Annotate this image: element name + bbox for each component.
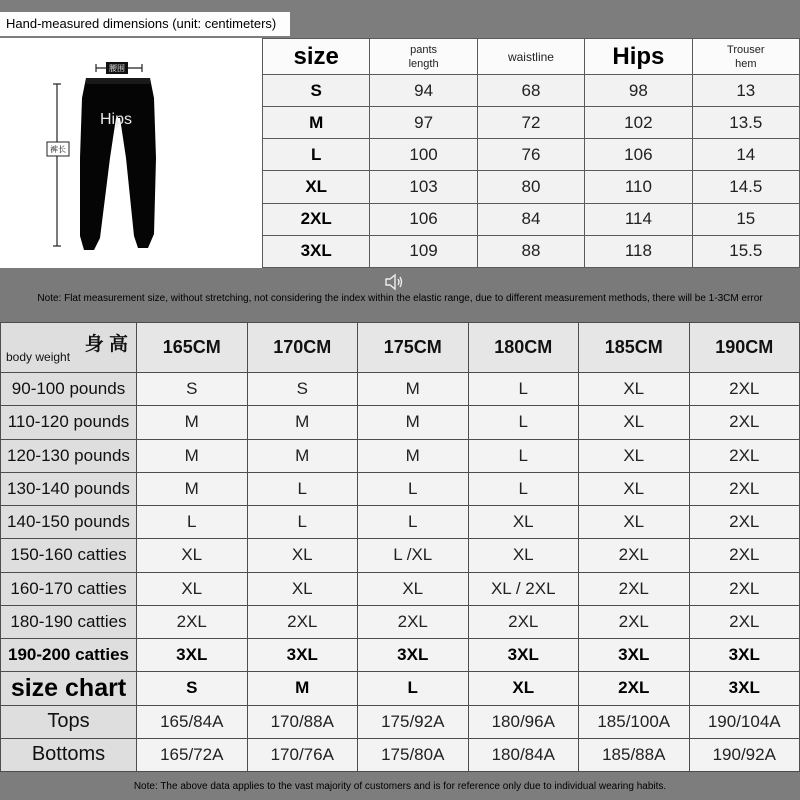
- reference-note: Note: The above data applies to the vast majority of customers and is for reference only due to individual wearing habits.: [133, 781, 667, 792]
- row-label: 150-160 catties: [1, 539, 137, 572]
- weight-row: [1, 539, 800, 572]
- size-value-cell: 3XL: [358, 639, 469, 672]
- size-value-cell: L: [468, 406, 579, 439]
- size-chart-row: [1, 672, 800, 705]
- size-value-cell: 2XL: [468, 605, 579, 638]
- header-waistline: waistline: [477, 39, 584, 75]
- size-chart-table: [0, 322, 800, 772]
- header-trouser-hem: Trouser hem: [692, 39, 799, 75]
- measurement-cell: 110: [585, 171, 692, 203]
- dimensions-table: [262, 38, 800, 268]
- size-value-cell: XL: [358, 572, 469, 605]
- tops-row: [1, 705, 800, 738]
- size-value-cell: XL: [137, 572, 248, 605]
- size-value-cell: 2XL: [689, 472, 800, 505]
- weight-row: [1, 605, 800, 638]
- measurement-cell: 100: [370, 139, 477, 171]
- size-value-cell: XL: [579, 472, 690, 505]
- size-value-cell: 2XL: [579, 572, 690, 605]
- size-value-cell: 2XL: [358, 605, 469, 638]
- size-cell: L: [263, 139, 370, 171]
- height-label: 身 高: [84, 334, 128, 355]
- row-label: size chart: [1, 672, 137, 705]
- row-label: Bottoms: [1, 738, 137, 771]
- size-value-cell: L: [358, 506, 469, 539]
- size-value-cell: XL / 2XL: [468, 572, 579, 605]
- measurement-cell: 84: [477, 203, 584, 235]
- measurement-cell: 13.5: [692, 107, 799, 139]
- size-value-cell: 3XL: [579, 639, 690, 672]
- size-value-cell: 190/92A: [689, 738, 800, 771]
- bottoms-row: [1, 738, 800, 771]
- size-value-cell: L: [137, 506, 248, 539]
- size-value-cell: S: [247, 373, 358, 406]
- size-value-cell: L: [358, 472, 469, 505]
- size-value-cell: S: [137, 672, 248, 705]
- height-header: 175CM: [358, 323, 469, 373]
- pants-figure-panel: [0, 38, 262, 268]
- waist-tag: 腰围: [109, 64, 125, 73]
- row-label: 140-150 pounds: [1, 506, 137, 539]
- height-header: 170CM: [247, 323, 358, 373]
- size-value-cell: 175/92A: [358, 705, 469, 738]
- measurement-cell: 13: [692, 75, 799, 107]
- dimensions-row: [263, 171, 800, 203]
- size-value-cell: M: [137, 439, 248, 472]
- size-value-cell: 165/84A: [137, 705, 248, 738]
- size-value-cell: XL: [468, 506, 579, 539]
- measurement-cell: 97: [370, 107, 477, 139]
- measurement-cell: 106: [585, 139, 692, 171]
- height-header: 190CM: [689, 323, 800, 373]
- size-value-cell: XL: [579, 506, 690, 539]
- weight-row: [1, 639, 800, 672]
- weight-row: [1, 472, 800, 505]
- row-label: 130-140 pounds: [1, 472, 137, 505]
- row-label: 120-130 pounds: [1, 439, 137, 472]
- size-value-cell: 175/80A: [358, 738, 469, 771]
- size-cell: M: [263, 107, 370, 139]
- height-header: 185CM: [579, 323, 690, 373]
- size-value-cell: S: [137, 373, 248, 406]
- measurement-cell: 94: [370, 75, 477, 107]
- measurement-note: Note: Flat measurement size, without stretching, not considering the index within the elastic range, due to different measurement methods, there will be 1-3CM error: [37, 293, 763, 304]
- row-label: 180-190 catties: [1, 605, 137, 638]
- size-value-cell: 2XL: [689, 439, 800, 472]
- pants-illustration: [0, 38, 262, 268]
- size-value-cell: XL: [247, 572, 358, 605]
- size-cell: 3XL: [263, 235, 370, 267]
- size-value-cell: 2XL: [689, 406, 800, 439]
- dimensions-body: [263, 75, 800, 268]
- size-value-cell: XL: [579, 373, 690, 406]
- size-value-cell: XL: [468, 539, 579, 572]
- measurement-cell: 80: [477, 171, 584, 203]
- height-header-row: [1, 323, 800, 373]
- measurement-cell: 68: [477, 75, 584, 107]
- row-label: 110-120 pounds: [1, 406, 137, 439]
- size-value-cell: 2XL: [579, 539, 690, 572]
- size-value-cell: 185/100A: [579, 705, 690, 738]
- size-value-cell: M: [247, 672, 358, 705]
- measurement-cell: 98: [585, 75, 692, 107]
- size-value-cell: XL: [579, 406, 690, 439]
- measurement-cell: 72: [477, 107, 584, 139]
- size-value-cell: L: [468, 439, 579, 472]
- length-tag: 裤长: [50, 145, 66, 154]
- weight-label: body weight: [6, 350, 71, 364]
- size-value-cell: XL: [468, 672, 579, 705]
- size-cell: XL: [263, 171, 370, 203]
- size-value-cell: 2XL: [689, 506, 800, 539]
- size-value-cell: 2XL: [579, 672, 690, 705]
- page-title: Hand-measured dimensions (unit: centimeters): [0, 12, 290, 36]
- size-value-cell: L: [468, 373, 579, 406]
- size-value-cell: 2XL: [689, 605, 800, 638]
- size-value-cell: L: [247, 506, 358, 539]
- measurement-cell: 114: [585, 203, 692, 235]
- size-value-cell: M: [358, 373, 469, 406]
- size-value-cell: 2XL: [579, 605, 690, 638]
- height-header: 165CM: [137, 323, 248, 373]
- corner-cell: [1, 323, 137, 373]
- measurement-cell: 15.5: [692, 235, 799, 267]
- size-value-cell: 3XL: [689, 672, 800, 705]
- row-label: 190-200 catties: [1, 639, 137, 672]
- dimensions-row: [263, 139, 800, 171]
- size-value-cell: M: [137, 472, 248, 505]
- size-value-cell: 2XL: [689, 572, 800, 605]
- measurement-cell: 118: [585, 235, 692, 267]
- size-cell: 2XL: [263, 203, 370, 235]
- size-value-cell: XL: [137, 539, 248, 572]
- height-header: 180CM: [468, 323, 579, 373]
- size-chart-body: [1, 373, 800, 772]
- size-value-cell: M: [358, 439, 469, 472]
- size-value-cell: 3XL: [689, 639, 800, 672]
- size-value-cell: 170/76A: [247, 738, 358, 771]
- size-value-cell: XL: [247, 539, 358, 572]
- size-value-cell: 2XL: [137, 605, 248, 638]
- dimensions-row: [263, 235, 800, 267]
- measurement-cell: 14.5: [692, 171, 799, 203]
- measurement-cell: 88: [477, 235, 584, 267]
- header-pants-length: pants length: [370, 39, 477, 75]
- header-size: size: [263, 39, 370, 75]
- size-value-cell: L: [247, 472, 358, 505]
- size-value-cell: L: [468, 472, 579, 505]
- dimensions-row: [263, 203, 800, 235]
- size-value-cell: M: [137, 406, 248, 439]
- size-value-cell: 2XL: [689, 373, 800, 406]
- measurement-cell: 14: [692, 139, 799, 171]
- size-cell: S: [263, 75, 370, 107]
- measurement-cell: 103: [370, 171, 477, 203]
- size-value-cell: 2XL: [689, 539, 800, 572]
- hips-label: Hips: [99, 111, 133, 128]
- size-value-cell: M: [358, 406, 469, 439]
- header-hips: Hips: [585, 39, 692, 75]
- measurement-cell: 76: [477, 139, 584, 171]
- dimensions-row: [263, 75, 800, 107]
- size-value-cell: 190/104A: [689, 705, 800, 738]
- size-value-cell: 3XL: [468, 639, 579, 672]
- size-value-cell: 3XL: [247, 639, 358, 672]
- measurement-cell: 15: [692, 203, 799, 235]
- weight-row: [1, 406, 800, 439]
- measurement-cell: 106: [370, 203, 477, 235]
- size-value-cell: L /XL: [358, 539, 469, 572]
- row-label: Tops: [1, 705, 137, 738]
- size-value-cell: M: [247, 406, 358, 439]
- size-value-cell: 2XL: [247, 605, 358, 638]
- size-value-cell: M: [247, 439, 358, 472]
- weight-row: [1, 373, 800, 406]
- weight-row: [1, 506, 800, 539]
- speaker-icon: [383, 272, 405, 292]
- weight-row: [1, 439, 800, 472]
- dimensions-row: [263, 107, 800, 139]
- size-value-cell: 3XL: [137, 639, 248, 672]
- measurement-cell: 102: [585, 107, 692, 139]
- size-value-cell: 170/88A: [247, 705, 358, 738]
- row-label: 90-100 pounds: [1, 373, 137, 406]
- weight-row: [1, 572, 800, 605]
- measurement-cell: 109: [370, 235, 477, 267]
- size-value-cell: XL: [579, 439, 690, 472]
- size-value-cell: 165/72A: [137, 738, 248, 771]
- size-value-cell: 180/96A: [468, 705, 579, 738]
- row-label: 160-170 catties: [1, 572, 137, 605]
- size-value-cell: 185/88A: [579, 738, 690, 771]
- dimensions-header-row: [263, 39, 800, 75]
- size-value-cell: L: [358, 672, 469, 705]
- size-value-cell: 180/84A: [468, 738, 579, 771]
